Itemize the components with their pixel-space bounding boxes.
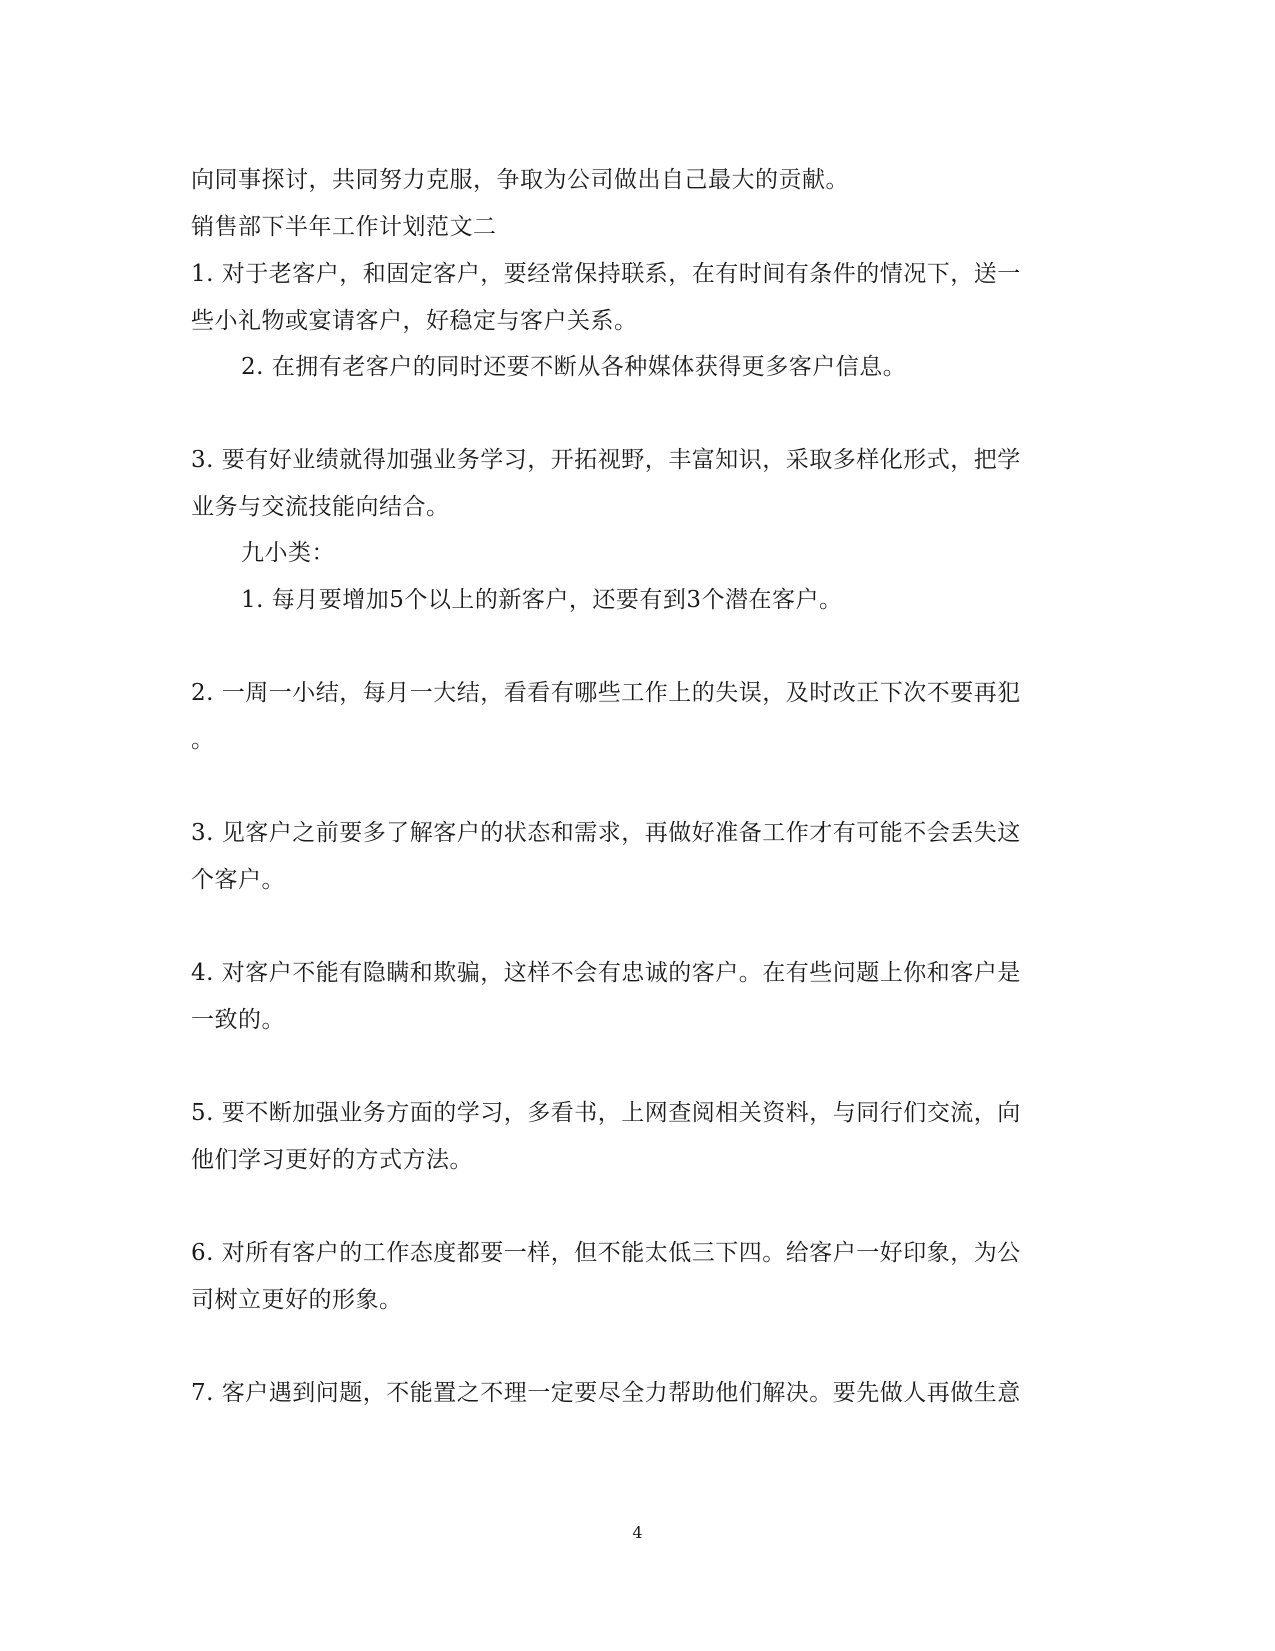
list-item: 3. 见客户之前要多了解客户的状态和需求，再做好准备工作才有可能不会丢失这 bbox=[191, 820, 1021, 846]
list-item: 2. 在拥有老客户的同时还要不断从各种媒体获得更多客户信息。 bbox=[241, 354, 907, 380]
list-item: 1. 对于老客户，和固定客户，要经常保持联系，在有时间有条件的情况下，送一 bbox=[191, 261, 1021, 287]
text-line: 。 bbox=[191, 727, 215, 753]
text-line: 一致的。 bbox=[191, 1007, 285, 1033]
list-item: 2. 一周一小结，每月一大结，看看有哪些工作上的失误，及时改正下次不要再犯 bbox=[191, 680, 1021, 706]
subheading: 九小类： bbox=[241, 540, 335, 566]
list-item: 3. 要有好业绩就得加强业务学习，开拓视野，丰富知识，采取多样化形式，把学 bbox=[191, 447, 1021, 473]
list-item: 5. 要不断加强业务方面的学习，多看书，上网查阅相关资料，与同行们交流，向 bbox=[191, 1100, 1021, 1126]
text-line: 向同事探讨，共同努力克服，争取为公司做出自己最大的贡献。 bbox=[191, 167, 849, 193]
text-line: 些小礼物或宴请客户，好稳定与客户关系。 bbox=[191, 308, 638, 334]
section-heading: 销售部下半年工作计划范文二 bbox=[191, 214, 497, 240]
list-item: 7. 客户遇到问题，不能置之不理一定要尽全力帮助他们解决。要先做人再做生意 bbox=[191, 1380, 1021, 1406]
text-line: 司树立更好的形象。 bbox=[191, 1287, 403, 1313]
list-item: 4. 对客户不能有隐瞒和欺骗，这样不会有忠诚的客户。在有些问题上你和客户是 bbox=[191, 960, 1021, 986]
text-line: 他们学习更好的方式方法。 bbox=[191, 1147, 473, 1173]
list-item: 6. 对所有客户的工作态度都要一样，但不能太低三下四。给客户一好印象，为公 bbox=[191, 1240, 1021, 1266]
page-number: 4 bbox=[632, 1523, 643, 1542]
text-line: 个客户。 bbox=[191, 867, 285, 893]
list-item: 1. 每月要增加5个以上的新客户，还要有到3个潜在客户。 bbox=[241, 587, 843, 613]
text-line: 业务与交流技能向结合。 bbox=[191, 494, 450, 520]
